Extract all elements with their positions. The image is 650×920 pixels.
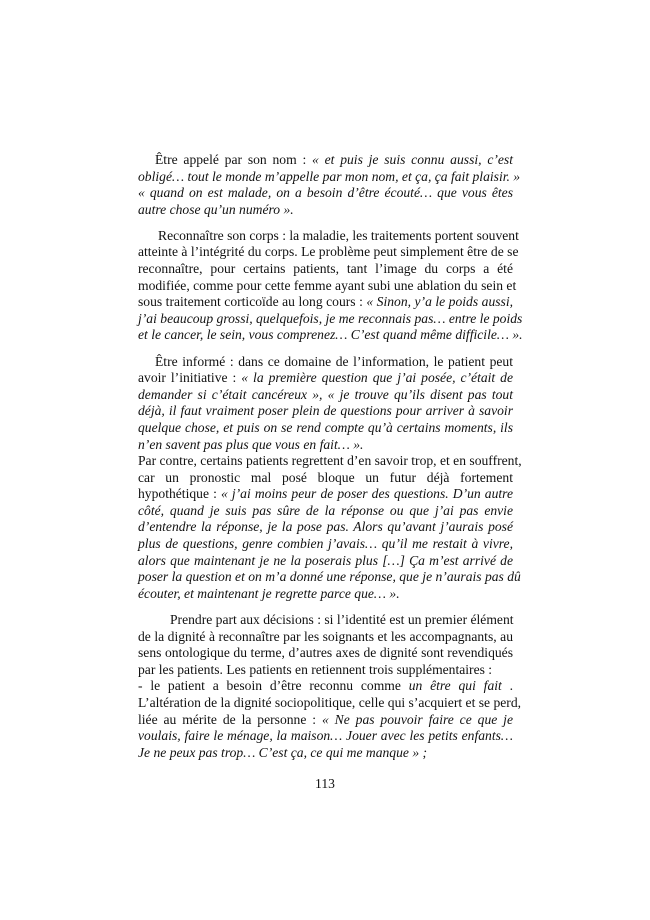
body-text: avoir l’initiative : (138, 370, 242, 386)
quote-text: demander si c’était cancéreux », « je trouve qu’ils disent pas tout (138, 386, 513, 402)
text-line (138, 612, 513, 629)
text-line (138, 277, 517, 295)
text-line (138, 370, 513, 387)
body-text: reconnaître, pour certains patients, tant l’image du corps a été (138, 261, 513, 277)
quote-text: « quand on est malade, on a besoin d’être écouté… que vous êtes (138, 185, 513, 201)
quote-text: « la première question que j’ai posée, c’était de (241, 370, 514, 386)
body-text: modifiée, comme pour cette femme ayant subi une ablation du sein et (138, 277, 517, 293)
quote-text: n’en savent pas plus que vous en fait… ». (138, 436, 364, 452)
body-text: car un pronostic mal posé bloque un futur déjà fortement (138, 469, 513, 485)
body-text: par les patients. Les patients en retiennent trois supplémentaires : (138, 661, 493, 677)
page-body (138, 152, 523, 771)
quote-text: « Ne pas pouvoir faire ce que je (321, 711, 513, 727)
text-line (138, 420, 513, 437)
quote-text: plus de questions, genre combien j’avais… qu’il me restait à vivre, (138, 536, 513, 552)
quote-text: déjà, il faut vraiment poser plein de questions pour arriver à savoir (138, 403, 513, 419)
body-text: hypothétique : (138, 486, 221, 502)
text-line (138, 185, 513, 202)
quote-text: Je ne peux pas trop… C’est ça, ce qui me manque » ; (138, 744, 428, 760)
text-line (138, 678, 513, 695)
text-line (138, 244, 519, 261)
text-line (138, 519, 513, 536)
quote-text: alors que maintenant je ne la poserais plus […] Ça m’est arrivé de (138, 552, 513, 568)
body-text: de la dignité à reconnaître par les soignants et les accompagnants, au (138, 628, 513, 644)
text-line (138, 536, 513, 553)
quote-text: voulais, faire le ménage, la maison… Jouer avec les petits enfants… (138, 728, 513, 744)
quote-text: obligé… tout le monde m’appelle par mon nom, et ça, ça fait plaisir. » (138, 168, 521, 184)
quote-text: d’entendre la réponse, je la pose pas. Alors qu’avant j’aurais posé (138, 519, 513, 535)
text-line (138, 645, 513, 662)
text-line (138, 227, 519, 245)
body-text: Par contre, certains patients regrettent d’en savoir trop, et en souffrent, (138, 453, 522, 469)
text-line (138, 728, 513, 745)
text-line (138, 294, 513, 311)
paragraph (138, 152, 521, 218)
text-line (138, 586, 513, 603)
quote-text: « Sinon, y’a le poids aussi, (366, 294, 513, 310)
text-line (138, 712, 513, 729)
page-number: 113 (315, 776, 335, 791)
text-line (138, 503, 513, 520)
text-line (138, 327, 523, 344)
text-line (138, 202, 513, 219)
text-line (138, 403, 513, 420)
text-line (138, 486, 513, 503)
text-line (138, 569, 521, 586)
body-text: liée au mérite de la personne : (138, 711, 322, 727)
text-line (138, 629, 513, 646)
quote-text: « et puis je suis connu aussi, c’est (312, 152, 513, 167)
paragraph (138, 353, 522, 603)
body-text: Prendre part aux décisions : si l’identité est un premier élément (170, 611, 514, 627)
text-line (138, 745, 513, 762)
text-line (138, 437, 513, 454)
text-line (138, 553, 513, 570)
body-text: . (501, 678, 514, 694)
quote-text: un être qui fait (408, 678, 502, 694)
text-line (138, 261, 513, 278)
text-line (138, 694, 522, 712)
body-text: sous traitement corticoïde au long cours : (138, 294, 367, 310)
quote-text: quelque chose, et puis on se rend compte qu’à certains moments, ils (138, 419, 513, 435)
quote-text: poser la question et on m’a donné une réponse, que je n’aurais pas dû (138, 569, 521, 585)
quote-text: « j’ai moins peur de poser des questions. D’un autre (220, 486, 513, 502)
text-line (138, 453, 522, 470)
body-text: atteinte à l’intégrité du corps. Le problème peut simplement être de se (138, 244, 519, 260)
body-text: Être informé : dans ce domaine de l’information, le patient peut (155, 353, 513, 369)
body-text: Être appelé par son nom : (155, 152, 313, 167)
body-text: L’altération de la dignité sociopolitique, celle qui s’acquiert et se perd, (138, 694, 522, 710)
text-line (138, 354, 513, 371)
text-line (138, 387, 513, 404)
quote-text: écouter, et maintenant je regrette parce que… ». (138, 585, 400, 601)
paragraph (138, 227, 523, 344)
quote-text: et le cancer, le sein, vous comprenez… C’est quand même difficile… ». (138, 327, 523, 343)
body-text: - le patient a besoin d’être reconnu comme (138, 678, 409, 694)
text-line (138, 470, 513, 487)
body-text: Reconnaître son corps : la maladie, les traitements portent souvent (158, 227, 519, 243)
text-line (138, 662, 513, 679)
text-line (138, 310, 523, 328)
text-line (138, 152, 513, 169)
quote-text: autre chose qu’un numéro ». (138, 201, 294, 217)
quote-text: j’ai beaucoup grossi, quelquefois, je me reconnais pas… entre le poids (138, 310, 523, 326)
quote-text: côté, quand je suis pas sûre de la réponse ou que j’ai pas envie (138, 502, 513, 518)
paragraph (138, 611, 522, 761)
body-text: sens ontologique du terme, d’autres axes de dignité sont revendiqués (138, 645, 513, 661)
text-line (138, 168, 521, 186)
